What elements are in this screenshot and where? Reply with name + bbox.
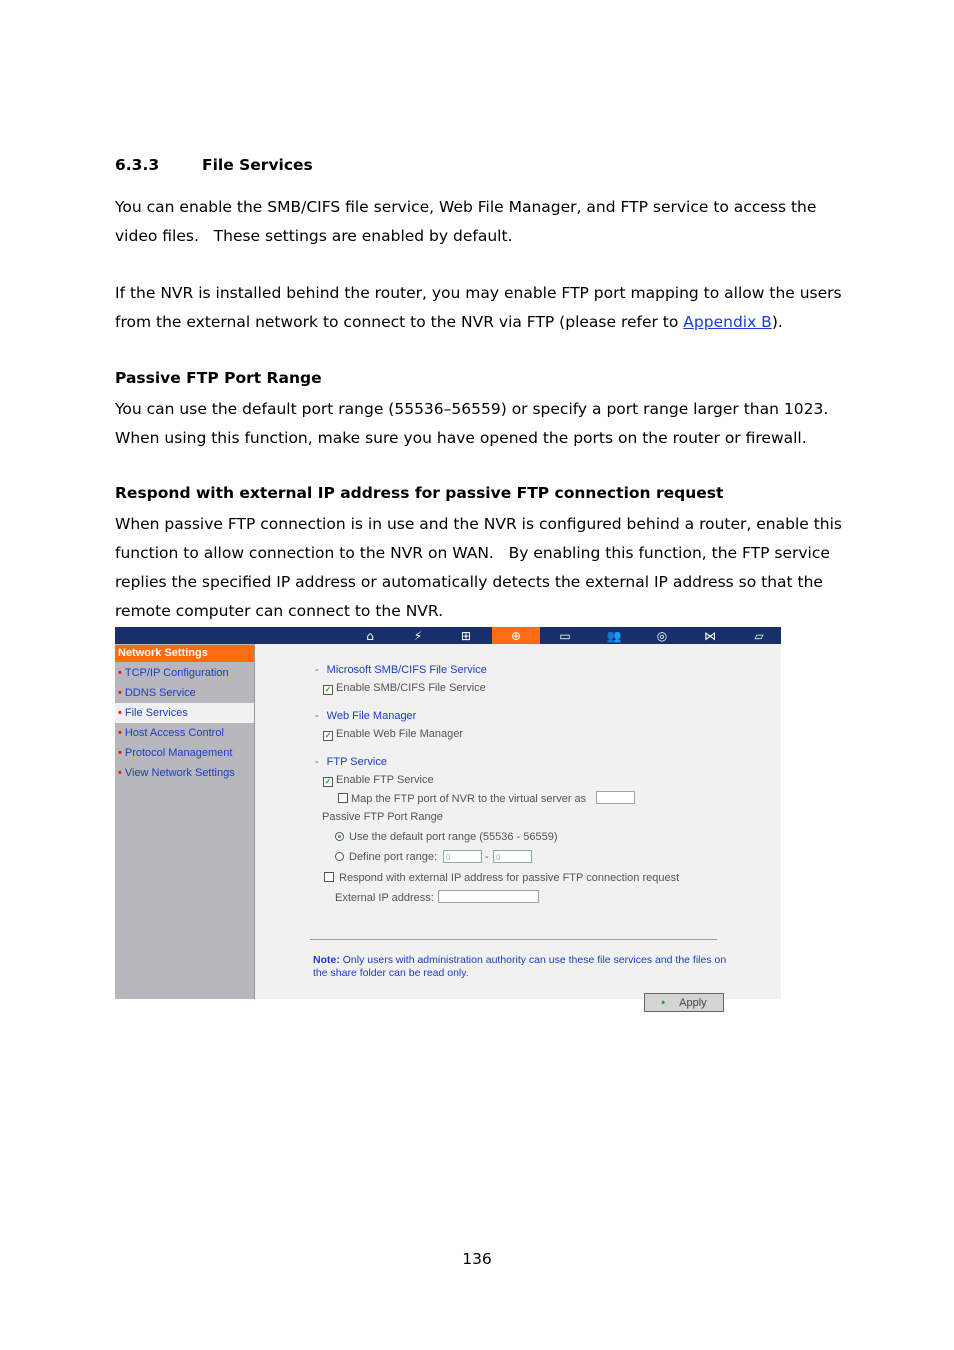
smb-enable-row: [323, 682, 486, 695]
virtual-server-port-input[interactable]: [596, 791, 635, 804]
sidebar-title: Network Settings: [115, 645, 254, 662]
ftp-map-checkbox[interactable]: [338, 793, 348, 803]
ftp-map-row: [338, 793, 586, 805]
router-paragraph: [115, 279, 855, 337]
system-settings-icon[interactable]: ⊞: [460, 628, 472, 643]
sidebar-item-label: DDNS Service: [124, 687, 196, 699]
ftp-section-title: - FTP Service: [315, 756, 387, 768]
bullet-icon: •: [118, 747, 122, 759]
camera-settings-icon[interactable]: ◎: [656, 628, 668, 643]
port-range-from-input[interactable]: 0: [443, 850, 482, 863]
ftp-map-label: Map the FTP port of NVR to the virtual server as: [351, 793, 587, 805]
external-ip-input[interactable]: [438, 890, 539, 903]
respond-paragraph: When passive FTP connection is in use and the NVR is configured behind a router, enable this function to allow connection to the NVR on WAN. By enabling this function, the FTP service replies the specified IP address or automatically detects the external IP address so that the remote computer can connect to the NVR.: [115, 515, 843, 620]
divider: [310, 939, 717, 940]
sidebar-item-label: Protocol Management: [124, 747, 233, 759]
web-enable-label: Enable Web File Manager: [336, 728, 463, 740]
passive-range-label: Passive FTP Port Range: [322, 811, 443, 823]
router-text: If the NVR is installed behind the router, you may enable FTP port mapping to allow the users from the external network to connect to the NVR via FTP (please refer to: [115, 284, 842, 331]
sidebar-item-label: TCP/IP Configuration: [124, 667, 229, 679]
bullet-icon: •: [118, 687, 122, 699]
bullet-icon: •: [118, 667, 122, 679]
file-services-screenshot: [115, 627, 781, 1009]
sidebar-item-file-services[interactable]: [115, 703, 254, 723]
logs-icon[interactable]: ▱: [754, 628, 764, 643]
section-title: File Services: [202, 156, 313, 174]
appendix-b-link[interactable]: Appendix B: [683, 313, 772, 331]
device-config-icon[interactable]: ▭: [559, 628, 571, 643]
sidebar-item-protocol[interactable]: [115, 743, 254, 763]
quick-config-icon[interactable]: ⚡: [413, 628, 423, 643]
external-ip-label: External IP address:: [335, 892, 434, 904]
respond-heading: Respond with external IP address for passive FTP connection request: [115, 484, 724, 502]
define-range-radio[interactable]: [335, 852, 344, 861]
web-section-title: - Web File Manager: [315, 710, 417, 722]
intro-paragraph: You can enable the SMB/CIFS file service, Web File Manager, and FTP service to access the video files. These settings are enabled by default.: [115, 198, 817, 245]
passive-ftp-paragraph: You can use the default port range (55536–56559) or specify a port range larger than 1023. When using this function, make sure you have opened the ports on the router or firewall.: [115, 400, 829, 447]
apply-button-label: Apply: [679, 996, 707, 1009]
sidebar-item-label: View Network Settings: [124, 767, 235, 779]
top-navigation-bar: [115, 627, 781, 644]
range-separator: -: [485, 851, 489, 863]
sidebar: [115, 644, 255, 999]
sidebar-item-label: File Services: [124, 707, 188, 719]
router-text-end: ).: [771, 313, 783, 331]
ftp-enable-label: Enable FTP Service: [336, 774, 434, 786]
note-text: Note: Only users with administration authority can use these file services and the files on the share folder can be read only.: [313, 954, 727, 979]
section-heading: [115, 156, 313, 174]
system-tools-icon[interactable]: ⋈: [704, 628, 716, 643]
smb-enable-checkbox[interactable]: ✓: [324, 685, 332, 694]
apply-bullet-icon: •: [661, 996, 666, 1009]
sidebar-item-host-access[interactable]: [115, 723, 254, 743]
apply-button[interactable]: [644, 993, 724, 1012]
sidebar-item-view-network[interactable]: [115, 763, 254, 783]
settings-panel: [255, 644, 781, 1009]
web-enable-row: [323, 728, 463, 741]
user-management-icon[interactable]: 👥: [606, 628, 622, 643]
ftp-enable-row: [323, 774, 434, 787]
sidebar-item-label: Host Access Control: [124, 727, 224, 739]
sidebar-item-tcpip[interactable]: [115, 663, 254, 683]
ftp-enable-checkbox[interactable]: ✓: [324, 777, 332, 786]
smb-section-title: - Microsoft SMB/CIFS File Service: [315, 664, 487, 676]
default-range-row: [335, 831, 558, 843]
smb-enable-label: Enable SMB/CIFS File Service: [336, 682, 486, 694]
bullet-icon: •: [118, 767, 122, 779]
web-enable-checkbox[interactable]: ✓: [324, 731, 332, 740]
port-range-to-input[interactable]: 0: [493, 850, 532, 863]
network-settings-icon[interactable]: ⊕: [492, 627, 540, 644]
default-range-label: Use the default port range (55536 - 56559): [349, 831, 558, 843]
sidebar-item-ddns[interactable]: [115, 683, 254, 703]
default-range-radio[interactable]: [335, 832, 344, 841]
home-icon[interactable]: ⌂: [366, 628, 374, 643]
bullet-icon: •: [118, 707, 122, 719]
respond-external-ip-label: Respond with external IP address for passive FTP connection request: [339, 872, 680, 884]
define-range-row: [335, 851, 437, 863]
passive-ftp-heading: Passive FTP Port Range: [115, 369, 322, 387]
section-number: 6.3.3: [115, 156, 160, 174]
respond-external-ip-checkbox[interactable]: [324, 872, 334, 882]
bullet-icon: •: [118, 727, 122, 739]
respond-external-ip-row: [324, 872, 679, 884]
page-number: 136: [462, 1250, 492, 1268]
define-range-label: Define port range:: [349, 851, 438, 863]
